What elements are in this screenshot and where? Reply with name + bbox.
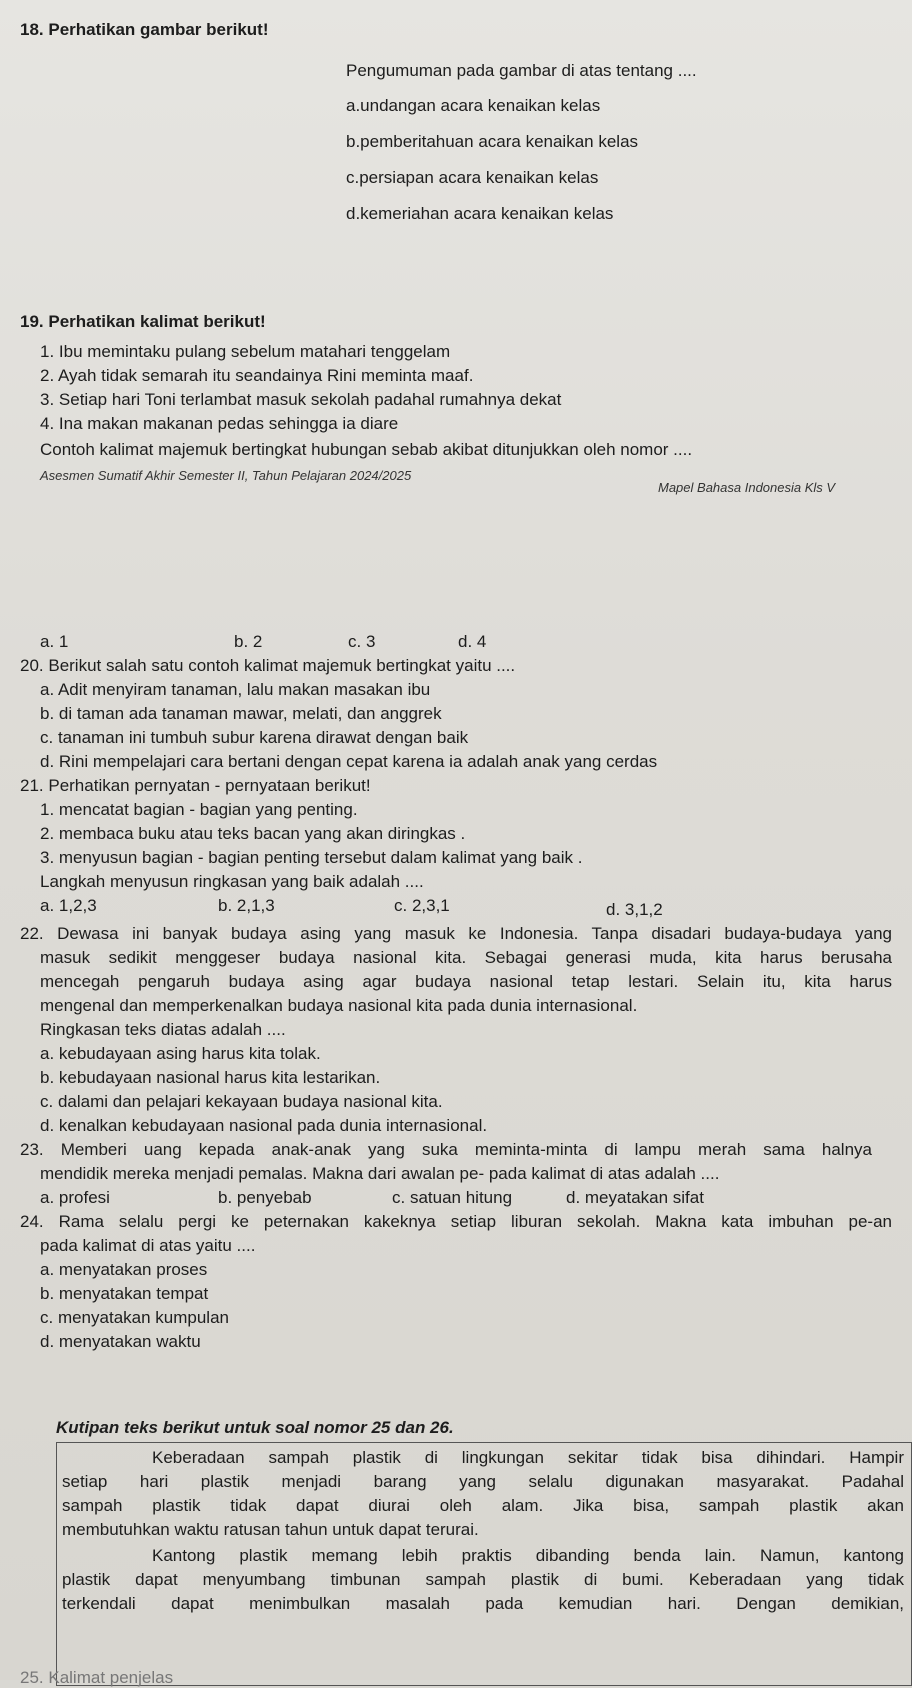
passage-line: Kantong plastik memang lebih praktis dibanding benda lain. Namun, kantong xyxy=(152,1546,904,1565)
q24-option-d[interactable]: d. menyatakan waktu xyxy=(40,1332,201,1351)
q22-text-line: 22. Dewasa ini banyak budaya asing yang masuk ke Indonesia. Tanpa disadari budaya-budaya yang xyxy=(20,924,892,943)
q19-item: 2. Ayah tidak semarah itu seandainya Rini meminta maaf. xyxy=(40,366,474,385)
bottom-cut-text: 25. Kalimat penjelas xyxy=(20,1668,174,1687)
q22-option-a[interactable]: a. kebudayaan asing harus kita tolak. xyxy=(40,1044,321,1063)
q23-option-c[interactable]: c. satuan hitung xyxy=(392,1188,513,1207)
q19-title: 19. Perhatikan kalimat berikut! xyxy=(20,312,266,331)
q23-text-line: mendidik mereka menjadi pemalas. Makna dari awalan pe- pada kalimat di atas adalah .... xyxy=(40,1164,720,1183)
passage-heading: Kutipan teks berikut untuk soal nomor 25 dan 26. xyxy=(56,1418,454,1437)
q20-stem: 20. Berikut salah satu contoh kalimat majemuk bertingkat yaitu .... xyxy=(20,656,516,675)
q21-option-c[interactable]: c. 2,3,1 xyxy=(394,896,450,915)
q22-option-c[interactable]: c. dalami dan pelajari kekayaan budaya nasional kita. xyxy=(40,1092,443,1111)
q21-option-a[interactable]: a. 1,2,3 xyxy=(40,896,97,915)
q19-stem: Contoh kalimat majemuk bertingkat hubungan sebab akibat ditunjukkan oleh nomor .... xyxy=(40,440,693,459)
q21-item: 2. membaca buku atau teks bacan yang akan diringkas . xyxy=(40,824,466,843)
q24-option-c[interactable]: c. menyatakan kumpulan xyxy=(40,1308,229,1327)
q21-stem: Langkah menyusun ringkasan yang baik adalah .... xyxy=(40,872,424,891)
q19-item: 3. Setiap hari Toni terlambat masuk sekolah padahal rumahnya dekat xyxy=(40,390,562,409)
q20-option-c[interactable]: c. tanaman ini tumbuh subur karena dirawat dengan baik xyxy=(40,728,469,747)
q19-item: 1. Ibu memintaku pulang sebelum matahari tenggelam xyxy=(40,342,451,361)
q21-item: 3. menyusun bagian - bagian penting tersebut dalam kalimat yang baik . xyxy=(40,848,583,867)
q21-option-d[interactable]: d. 3,1,2 xyxy=(606,900,663,919)
q19-option-d[interactable]: d. 4 xyxy=(458,632,487,651)
q22-option-b[interactable]: b. kebudayaan nasional harus kita lestarikan. xyxy=(40,1068,381,1087)
passage-line: plastik dapat menyumbang timbunan sampah plastik di bumi. Keberadaan yang tidak xyxy=(62,1570,904,1589)
q21-title: 21. Perhatikan pernyatan - pernyataan berikut! xyxy=(20,776,371,795)
q24-option-b[interactable]: b. menyatakan tempat xyxy=(40,1284,209,1303)
q19-option-c[interactable]: c. 3 xyxy=(348,632,376,651)
q20-option-b[interactable]: b. di taman ada tanaman mawar, melati, dan anggrek xyxy=(40,704,442,723)
passage-line: Keberadaan sampah plastik di lingkungan sekitar tidak bisa dihindari. Hampir xyxy=(152,1448,904,1467)
q22-stem: Ringkasan teks diatas adalah .... xyxy=(40,1020,286,1039)
q22-option-d[interactable]: d. kenalkan kebudayaan nasional pada dunia internasional. xyxy=(40,1116,488,1135)
q18-option-d[interactable]: d.kemeriahan acara kenaikan kelas xyxy=(346,204,614,223)
q20-option-a[interactable]: a. Adit menyiram tanaman, lalu makan masakan ibu xyxy=(40,680,431,699)
footer-left: Asesmen Sumatif Akhir Semester II, Tahun Pelajaran 2024/2025 xyxy=(40,468,412,483)
q21-option-b[interactable]: b. 2,1,3 xyxy=(218,896,275,915)
q23-option-d[interactable]: d. meyatakan sifat xyxy=(566,1188,704,1207)
q19-option-b[interactable]: b. 2 xyxy=(234,632,263,651)
q19-item: 4. Ina makan makanan pedas sehingga ia diare xyxy=(40,414,399,433)
passage-line: sampah plastik tidak dapat diurai oleh alam. Jika bisa, sampah plastik akan xyxy=(62,1496,904,1515)
q22-text-line: masuk sedikit menggeser budaya nasional kita. Sebagai generasi muda, kita harus berusaha xyxy=(40,948,892,967)
passage-line: setiap hari plastik menjadi barang yang selalu digunakan masyarakat. Padahal xyxy=(62,1472,904,1491)
q23-option-a[interactable]: a. profesi xyxy=(40,1188,110,1207)
q18-option-b[interactable]: b.pemberitahuan acara kenaikan kelas xyxy=(346,132,639,151)
q18-title: 18. Perhatikan gambar berikut! xyxy=(20,20,269,39)
footer-right: Mapel Bahasa Indonesia Kls V xyxy=(658,480,836,495)
q24-text-line: pada kalimat di atas yaitu .... xyxy=(40,1236,256,1255)
q18-option-a[interactable]: a.undangan acara kenaikan kelas xyxy=(346,96,601,115)
q18-stem: Pengumuman pada gambar di atas tentang .... xyxy=(346,61,697,80)
q21-item: 1. mencatat bagian - bagian yang penting. xyxy=(40,800,358,819)
q19-option-a[interactable]: a. 1 xyxy=(40,632,69,651)
passage-line: terkendali dapat menimbulkan masalah pada kemudian hari. Dengan demikian, xyxy=(62,1594,904,1613)
q23-text-line: 23. Memberi uang kepada anak-anak yang suka meminta-minta di lampu merah sama halnya xyxy=(20,1140,872,1159)
q24-option-a[interactable]: a. menyatakan proses xyxy=(40,1260,208,1279)
q24-text-line: 24. Rama selalu pergi ke peternakan kakeknya setiap liburan sekolah. Makna kata imbuhan pe-an xyxy=(20,1212,892,1231)
passage-line: membutuhkan waktu ratusan tahun untuk dapat terurai. xyxy=(62,1520,479,1539)
q20-option-d[interactable]: d. Rini mempelajari cara bertani dengan cepat karena ia adalah anak yang cerdas xyxy=(40,752,658,771)
q23-option-b[interactable]: b. penyebab xyxy=(218,1188,312,1207)
q22-text-line: mencegah pengaruh budaya asing agar budaya nasional tetap lestari. Selain itu, kita harus xyxy=(40,972,892,991)
q22-text-last: mengenal dan memperkenalkan budaya nasional kita pada dunia internasional. xyxy=(40,996,638,1015)
q18-option-c[interactable]: c.persiapan acara kenaikan kelas xyxy=(346,168,599,187)
